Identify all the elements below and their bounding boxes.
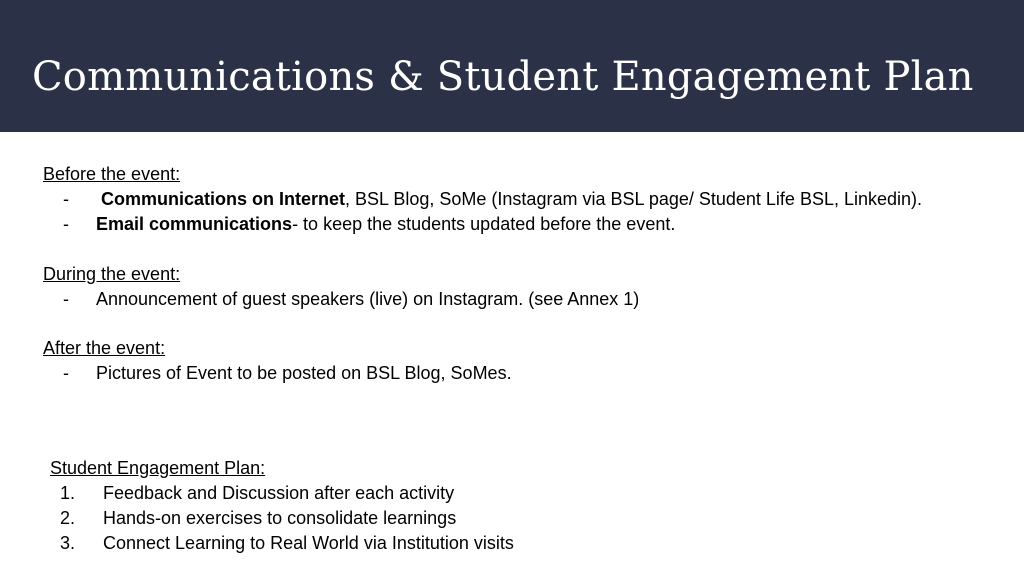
- bullet-text: [101, 187, 922, 211]
- list-number: 2.: [60, 508, 76, 528]
- before-event-heading: Before the event:: [43, 164, 181, 184]
- after-event-heading: After the event:: [43, 338, 166, 358]
- engagement-plan-heading: Student Engagement Plan:: [50, 458, 266, 478]
- title-bar: [0, 0, 1024, 132]
- bullet-marker: -: [63, 189, 69, 209]
- bullet-marker: -: [63, 214, 69, 234]
- bullet-rest-text: , BSL Blog, SoMe (Instagram via BSL page/ Student Life BSL, Linkedin).: [345, 189, 923, 209]
- during-event-heading: During the event:: [43, 264, 181, 284]
- bullet-marker: -: [63, 289, 69, 309]
- bullet-bold-text: Communications on Internet: [101, 189, 346, 209]
- list-number: 3.: [60, 533, 76, 553]
- bullet-text: Pictures of Event to be posted on BSL Blog, SoMes.: [96, 363, 512, 383]
- bullet-marker: -: [63, 363, 69, 383]
- bullet-rest-text: - to keep the students updated before the event.: [292, 214, 676, 234]
- bullet-text: Announcement of guest speakers (live) on Instagram. (see Annex 1): [96, 289, 640, 309]
- list-item-text: Feedback and Discussion after each activity: [103, 483, 455, 503]
- list-number: 1.: [60, 483, 76, 503]
- slide-title: Communications & Student Engagement Plan: [32, 54, 974, 100]
- bullet-text: [96, 212, 675, 236]
- list-item-text: Connect Learning to Real World via Institution visits: [103, 533, 514, 553]
- bullet-bold-text: Email communications: [96, 214, 293, 234]
- list-item-text: Hands-on exercises to consolidate learnings: [103, 508, 457, 528]
